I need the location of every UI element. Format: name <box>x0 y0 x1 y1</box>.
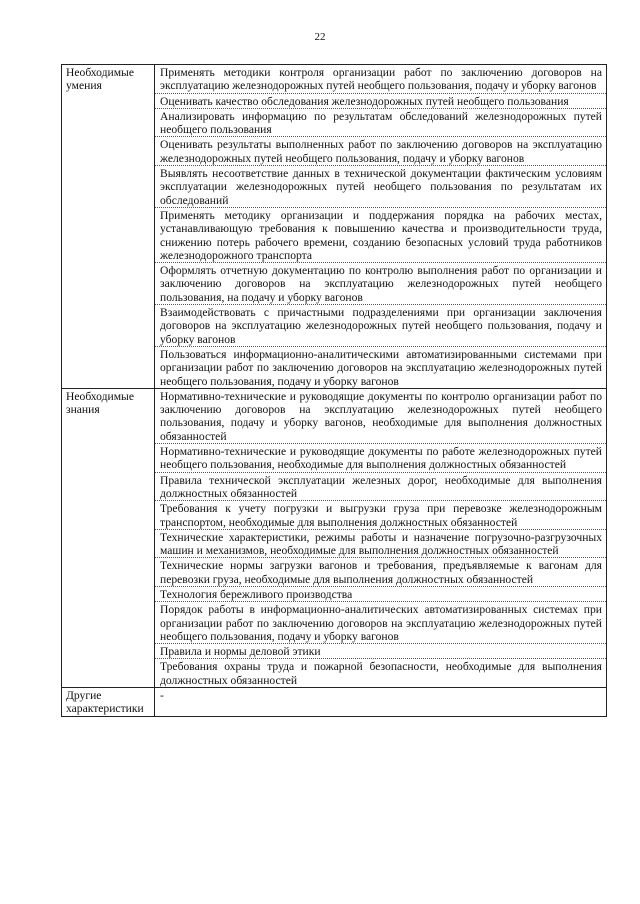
table-row <box>62 65 607 94</box>
requirement-item: Оценивать качество обследования железнодорожных путей необщего пользования <box>155 93 607 108</box>
requirement-item: Выявлять несоответствие данных в технической документации фактическим условиям эксплуатации железнодорожных путей необщего пользования по результатам их обследований <box>155 166 607 208</box>
requirement-item: Анализировать информацию по результатам обследований железнодорожных путей необщего пользования <box>155 108 607 137</box>
requirement-item: Технические характеристики, режимы работы и назначение погрузочно-разгрузочных машин и механизмов, необходимые для выполнения должностных обязанностей <box>155 529 607 558</box>
requirement-item: Оценивать результаты выполненных работ по заключению договоров на эксплуатацию железнодорожных путей необщего пользования, подачу и уборку вагонов <box>155 137 607 166</box>
requirement-item: Требования к учету погрузки и выгрузки груза при перевозке железнодорожным транспортом, необходимые для выполнения должностных обязанностей <box>155 501 607 530</box>
requirement-item: Оформлять отчетную документацию по контролю выполнения работ по организации и заключению договоров на эксплуатацию железнодорожных путей необщего пользования, на подачу и уборку вагонов <box>155 263 607 305</box>
requirement-item: Правила и нормы деловой этики <box>155 644 607 659</box>
table-row <box>62 688 607 717</box>
requirement-item: Технические нормы загрузки вагонов и требования, предъявляемые к вагонам для перевозки груза, необходимые для выполнения должностных обязанностей <box>155 558 607 587</box>
requirement-item: Нормативно-технические и руководящие документы по контролю организации работ по заключению договоров на эксплуатацию железнодорожных путей необщего пользования, подачу и уборку вагонов, необходимые для выполнения должностных обязанностей <box>155 388 607 443</box>
requirement-item: Требования охраны труда и пожарной безопасности, необходимые для выполнения должностных обязанностей <box>155 659 607 688</box>
requirement-item: Применять методику организации и поддержания порядка на рабочих местах, устанавливающую требования к повышению качества и производительности труда, снижению потерь рабочего времени, созданию безопасных условий труда работников железнодорожного транспорта <box>155 207 607 262</box>
requirement-item: Нормативно-технические и руководящие документы по работе железнодорожных путей необщего пользования, необходимые для выполнения должностных обязанностей <box>155 444 607 473</box>
section-label: Другие характеристики <box>62 688 155 717</box>
requirement-item: Пользоваться информационно-аналитическими автоматизированными системами при организации работ по заключению договоров на эксплуатацию железнодорожных путей необщего пользования, подачу и уборку вагонов <box>155 346 607 388</box>
requirements-table <box>61 64 607 717</box>
section-label: Необходимые умения <box>62 65 155 389</box>
requirement-item: Порядок работы в информационно-аналитических автоматизированных системах при организации работ по заключению договоров на эксплуатацию железнодорожных путей необщего пользования, подачу и уборку вагонов <box>155 602 607 644</box>
page-number: 22 <box>314 31 326 43</box>
requirement-item: - <box>155 688 607 717</box>
table-row <box>62 388 607 443</box>
requirements-table-body <box>62 65 607 717</box>
requirement-item: Применять методики контроля организации работ по заключению договоров на эксплуатацию железнодорожных путей необщего пользования, подачу и уборку вагонов <box>155 65 607 94</box>
section-label: Необходимые знания <box>62 388 155 687</box>
requirement-item: Технология бережливого производства <box>155 586 607 601</box>
requirement-item: Взаимодействовать с причастными подразделениями при организации заключения договоров на эксплуатацию железнодорожных путей необщего пользования, подачу и уборку вагонов <box>155 305 607 347</box>
requirement-item: Правила технической эксплуатации железных дорог, необходимые для выполнения должностных обязанностей <box>155 472 607 501</box>
